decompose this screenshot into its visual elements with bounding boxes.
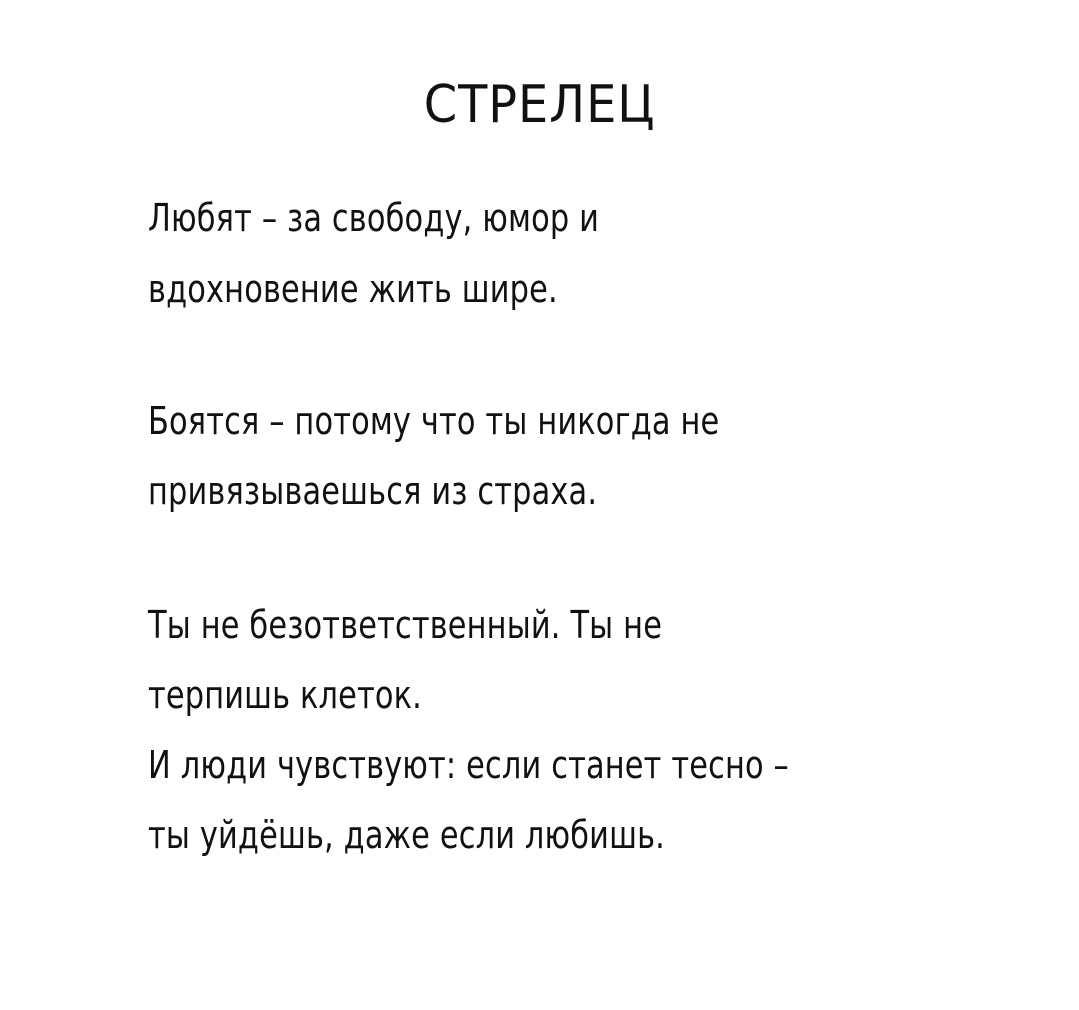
paragraph-3-line-2: терпишь клеток. — [148, 673, 422, 717]
paragraph-3-line-3: И люди чувствуют: если станет тесно – — [148, 743, 789, 787]
paragraph-2-line-2: привязываешься из страха. — [148, 469, 598, 513]
page-title: СТРЕЛЕЦ — [423, 74, 656, 135]
paragraph-1-line-2: вдохновение жить шире. — [148, 267, 558, 311]
paragraph-1-line-1: Любят – за свободу, юмор и — [148, 196, 600, 240]
paragraph-3-line-4: ты уйдёшь, даже если любишь. — [148, 813, 665, 857]
paragraph-2-line-1: Боятся – потому что ты никогда не — [148, 399, 720, 443]
paragraph-3-line-1: Ты не безответственный. Ты не — [148, 603, 663, 647]
